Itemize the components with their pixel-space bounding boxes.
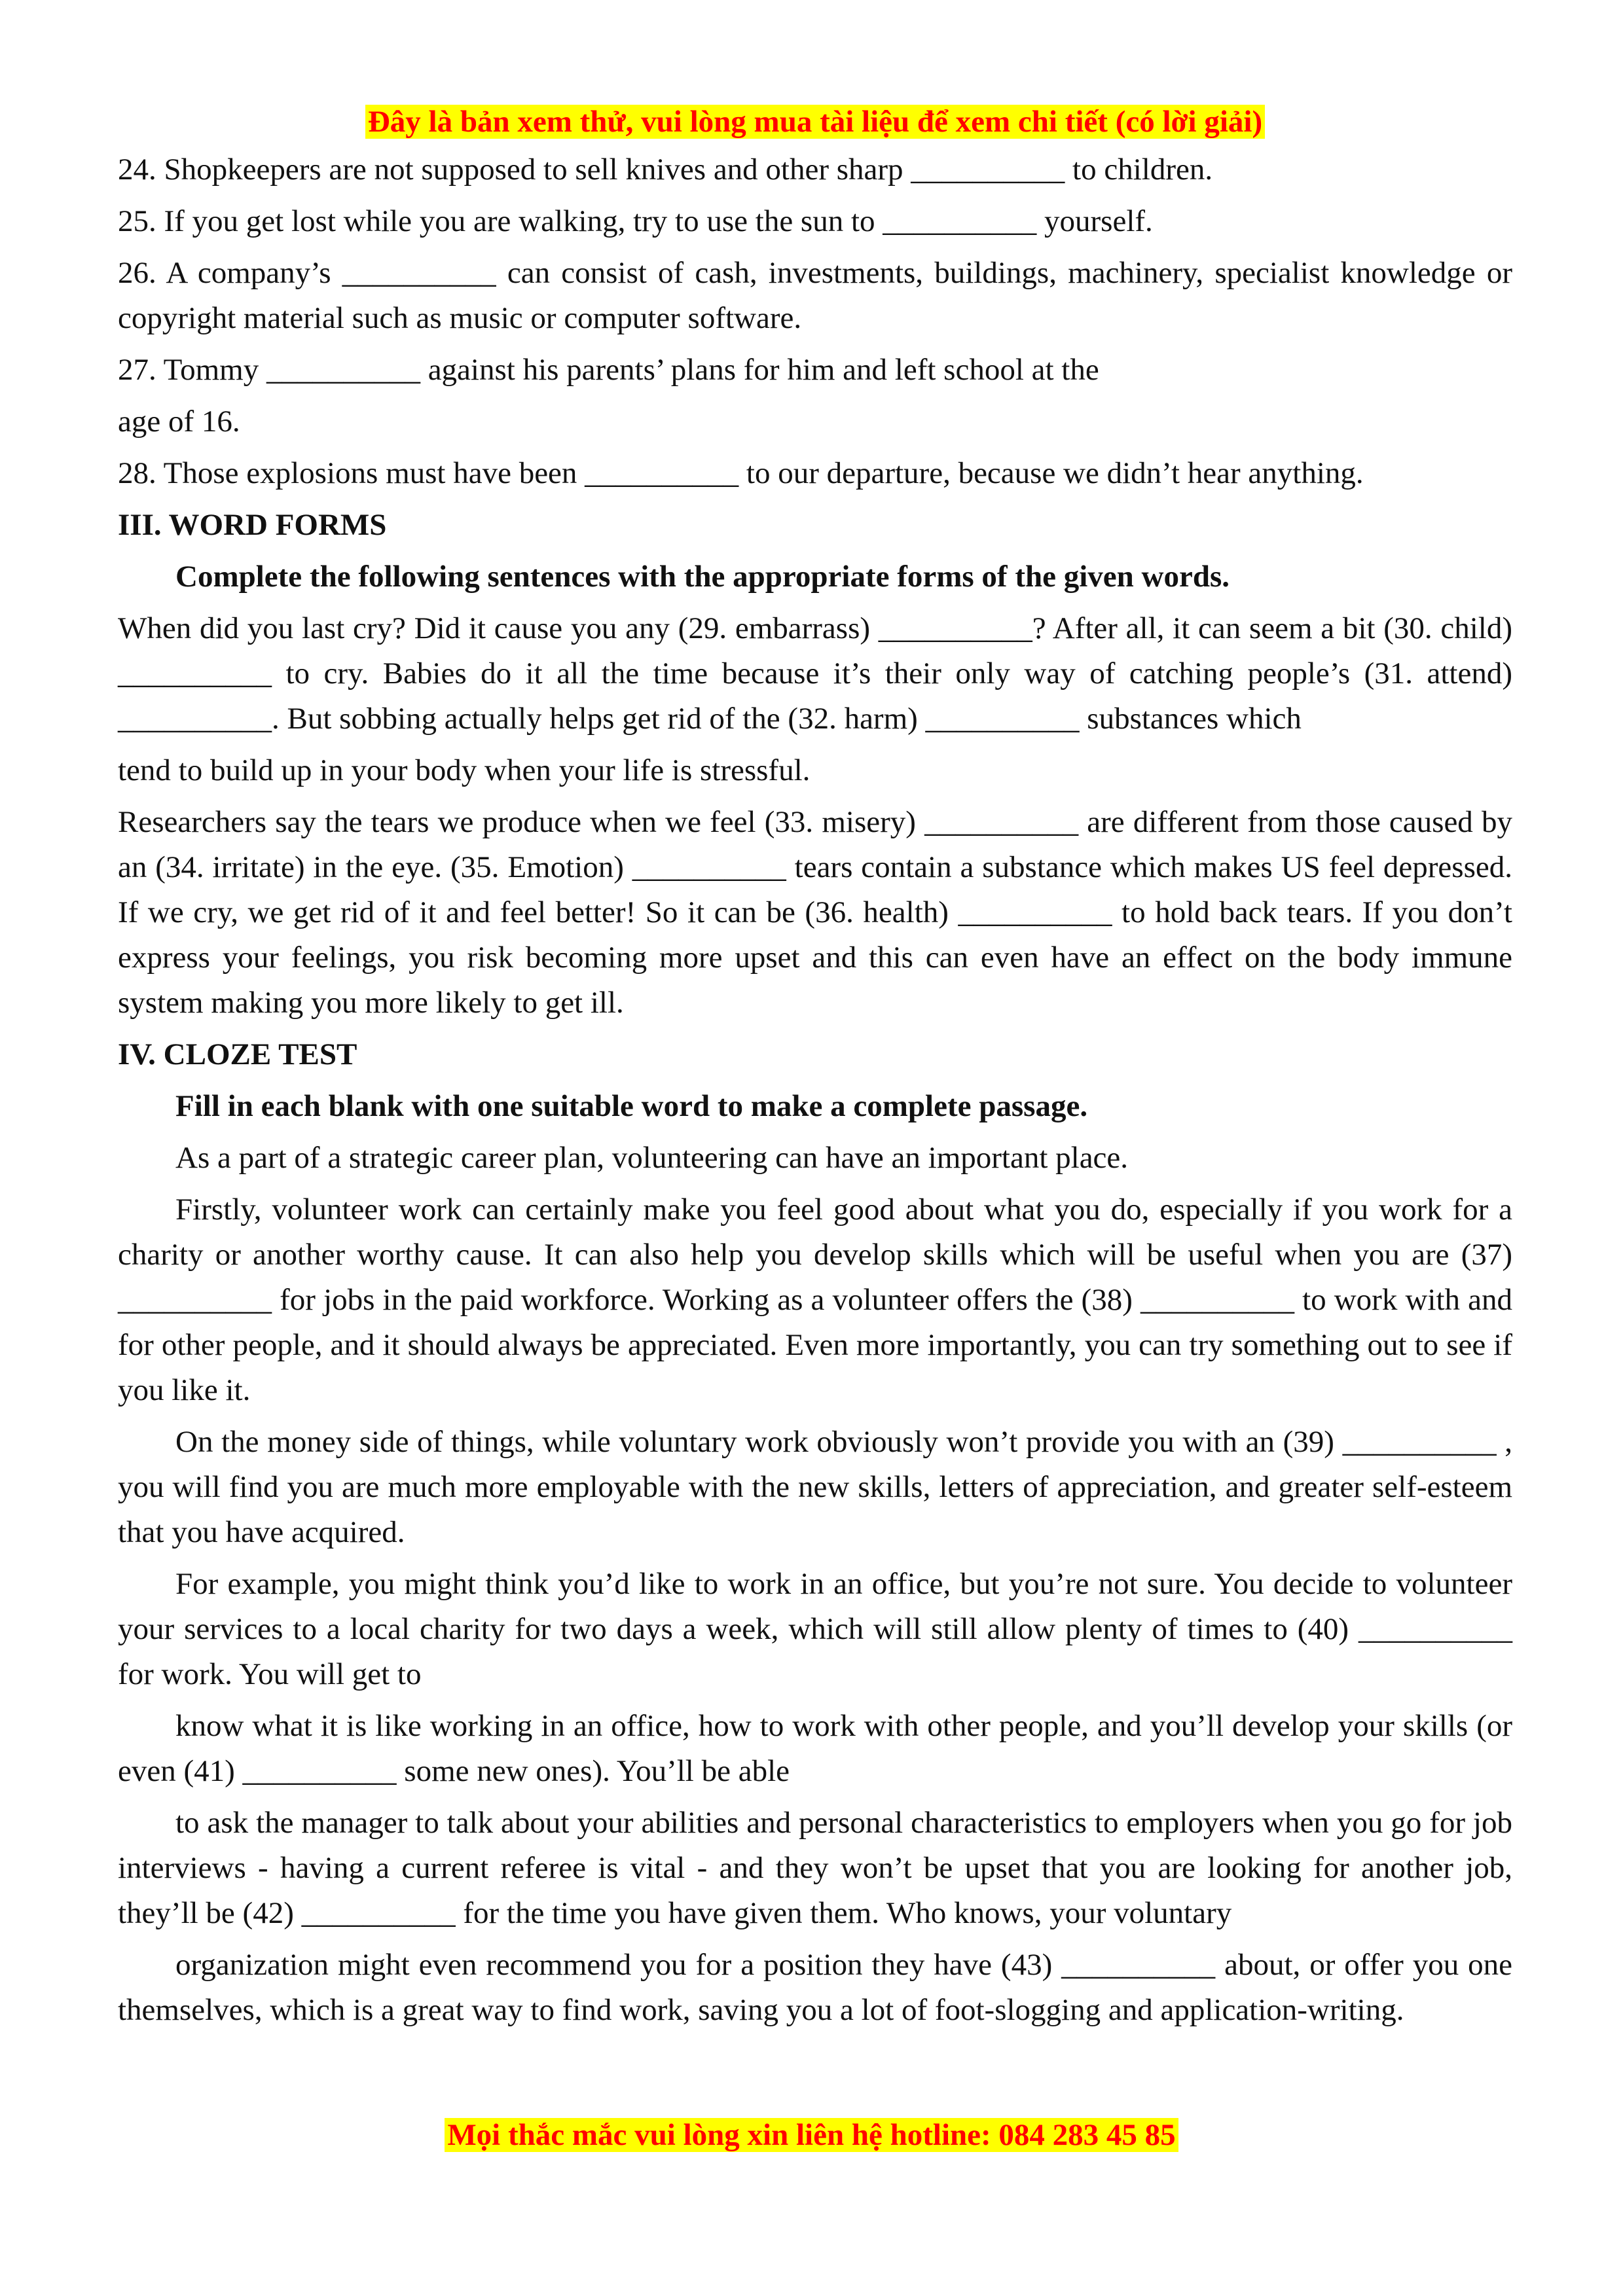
cloze-paragraph: know what it is like working in an office, how to work with other people, and you’ll develop your skills (or even (41) __________ some new ones). You’ll be able — [118, 1709, 1512, 1788]
word-forms-paragraph-2: Researchers say the tears we produce when we feel (33. misery) __________ are different from those caused by an (34. irritate) in the eye. (35. Emotion) __________ tears contain a substance which makes US feel depressed. If we cry, we get rid of it and feel better! So it can be (36. health) __________ to hold back tears. If you don’t express your feelings, you risk becoming more upset and this can even have an effect on the body immune system making you more likely to get ill. — [118, 805, 1512, 1020]
preview-banner-text: Đây là bản xem thử, vui lòng mua tài liệu để xem chi tiết (có lời giải) — [365, 105, 1265, 139]
cloze-paragraph: For example, you might think you’d like to work in an office, but you’re not sure. You decide to volunteer your services to a local charity for two days a week, which will still allow plenty of times to (40) __________ for work. You will get to — [118, 1567, 1512, 1691]
document-page — [118, 99, 1512, 2039]
hotline-footer — [0, 2113, 1623, 2158]
preview-banner — [118, 99, 1512, 145]
word-forms-paragraph-1: When did you last cry? Did it cause you any (29. embarrass) __________? After all, it can seem a bit (30. child) __________ to cry. Babies do it all the time because it’s their only way of catching people’s (31. attend) __________. But sobbing actually helps get rid of the (32. harm) __________ substances which — [118, 611, 1512, 736]
question-26: 26. A company’s __________ can consist of cash, investments, buildings, machinery, specialist knowledge or copyright material such as music or computer software. — [118, 256, 1512, 335]
question-25: 25. If you get lost while you are walking, try to use the sun to __________ yourself. — [118, 204, 1153, 238]
cloze-paragraph: As a part of a strategic career plan, volunteering can have an important place. — [175, 1141, 1129, 1175]
section-heading-cloze-test: IV. CLOZE TEST — [118, 1037, 357, 1071]
question-28: 28. Those explosions must have been __________ to our departure, because we didn’t hear anything. — [118, 456, 1364, 490]
cloze-paragraph: Firstly, volunteer work can certainly make you feel good about what you do, especially if you work for a charity or another worthy cause. It can also help you develop skills which will be useful when you are (37) __________ for jobs in the paid workforce. Working as a volunteer offers the (38) __________ to work with and for other people, and it should always be appreciated. Even more importantly, you can try something out to see if you like it. — [118, 1193, 1512, 1407]
cloze-paragraph: On the money side of things, while voluntary work obviously won’t provide you with an (39) __________ , you will find you are much more employable with the new skills, letters of appreciation, and greater self-esteem that you have acquired. — [118, 1425, 1512, 1549]
cloze-paragraph: to ask the manager to talk about your abilities and personal characteristics to employers when you go for job interviews - having a current referee is vital - and they won’t be upset that you are looking for another job, they’ll be (42) __________ for the time you have given them. Who knows, your voluntary — [118, 1806, 1512, 1930]
hotline-footer-text: Mọi thắc mắc vui lòng xin liên hệ hotline: 084 283 45 85 — [445, 2118, 1178, 2152]
cloze-instruction: Fill in each blank with one suitable word to make a complete passage. — [175, 1089, 1088, 1123]
question-27: 27. Tommy __________ against his parents’ plans for him and left school at the — [118, 353, 1099, 387]
cloze-paragraph: organization might even recommend you for a position they have (43) __________ about, or offer you one themselves, which is a great way to find work, saving you a lot of foot-slogging and application-writing. — [118, 1948, 1512, 2027]
word-forms-instruction: Complete the following sentences with the appropriate forms of the given words. — [175, 560, 1230, 594]
question-27-continued: age of 16. — [118, 404, 240, 439]
section-heading-word-forms: III. WORD FORMS — [118, 508, 387, 542]
word-forms-paragraph-1-continued: tend to build up in your body when your life is stressful. — [118, 753, 811, 787]
question-24: 24. Shopkeepers are not supposed to sell knives and other sharp __________ to children. — [118, 152, 1213, 187]
